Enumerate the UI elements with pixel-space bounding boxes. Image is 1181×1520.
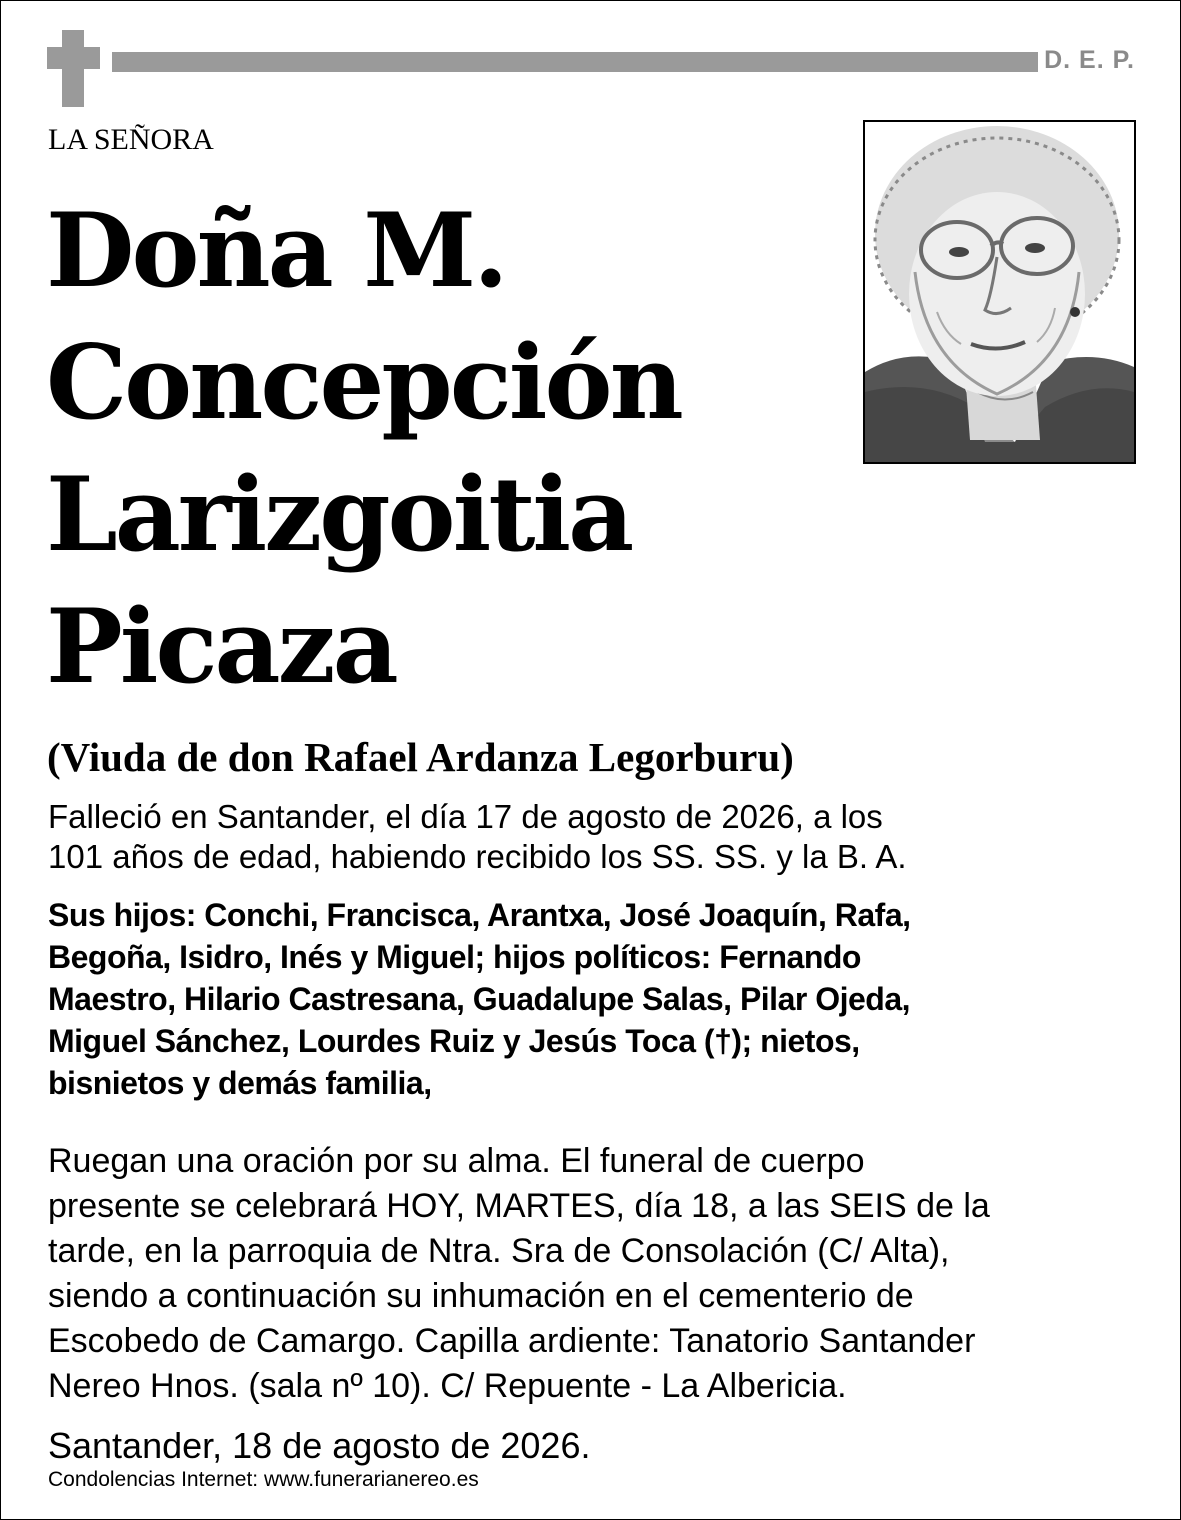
family-line: Miguel Sánchez, Lourdes Ruiz y Jesús Toca (†); nietos, [48,1023,860,1059]
widow-of: (Viuda de don Rafael Ardanza Legorburu) [47,734,794,780]
deceased-name [46,185,681,713]
place-date: Santander, 18 de agosto de 2026. [48,1425,591,1466]
death-line: Falleció en Santander, el día 17 de agosto de 2026, a los [48,798,883,835]
name-line: Concepción [46,323,681,443]
name-line: Doña M. [46,191,506,311]
funeral-line: siendo a continuación su inhumación en el cementerio de [48,1277,914,1315]
family-line: Maestro, Hilario Castresana, Guadalupe Salas, Pilar Ojeda, [48,981,911,1017]
family-list [48,894,911,1104]
family-line: bisnietos y demás familia, [48,1065,432,1101]
funeral-line: presente se celebrará HOY, MARTES, día 18, a las SEIS de la [48,1187,990,1225]
cross-icon [47,30,100,107]
funeral-line: Ruegan una oración por su alma. El funeral de cuerpo [48,1142,865,1180]
name-line: Picaza [46,587,396,707]
family-line: Begoña, Isidro, Inés y Miguel; hijos políticos: Fernando [48,939,861,975]
name-line: Larizgoitia [46,455,632,575]
funeral-line: Nereo Hnos. (sala nº 10). C/ Repuente - La Albericia. [48,1367,847,1405]
family-line: Sus hijos: Conchi, Francisca, Arantxa, José Joaquín, Rafa, [48,897,911,933]
dep-label: D. E. P. [1044,46,1135,74]
funeral-line: Escobedo de Camargo. Capilla ardiente: Tanatorio Santander [48,1322,976,1360]
condolences-link[interactable]: Condolencias Internet: www.funerarianereo.es [48,1468,479,1491]
death-notice [48,797,907,877]
funeral-details [48,1139,990,1409]
honorific: LA SEÑORA [48,123,214,156]
death-line: 101 años de edad, habiendo recibido los SS. SS. y la B. A. [48,838,907,875]
portrait-photo [863,120,1136,464]
funeral-line: tarde, en la parroquia de Ntra. Sra de Consolación (C/ Alta), [48,1232,950,1270]
header-rule [112,52,1038,72]
